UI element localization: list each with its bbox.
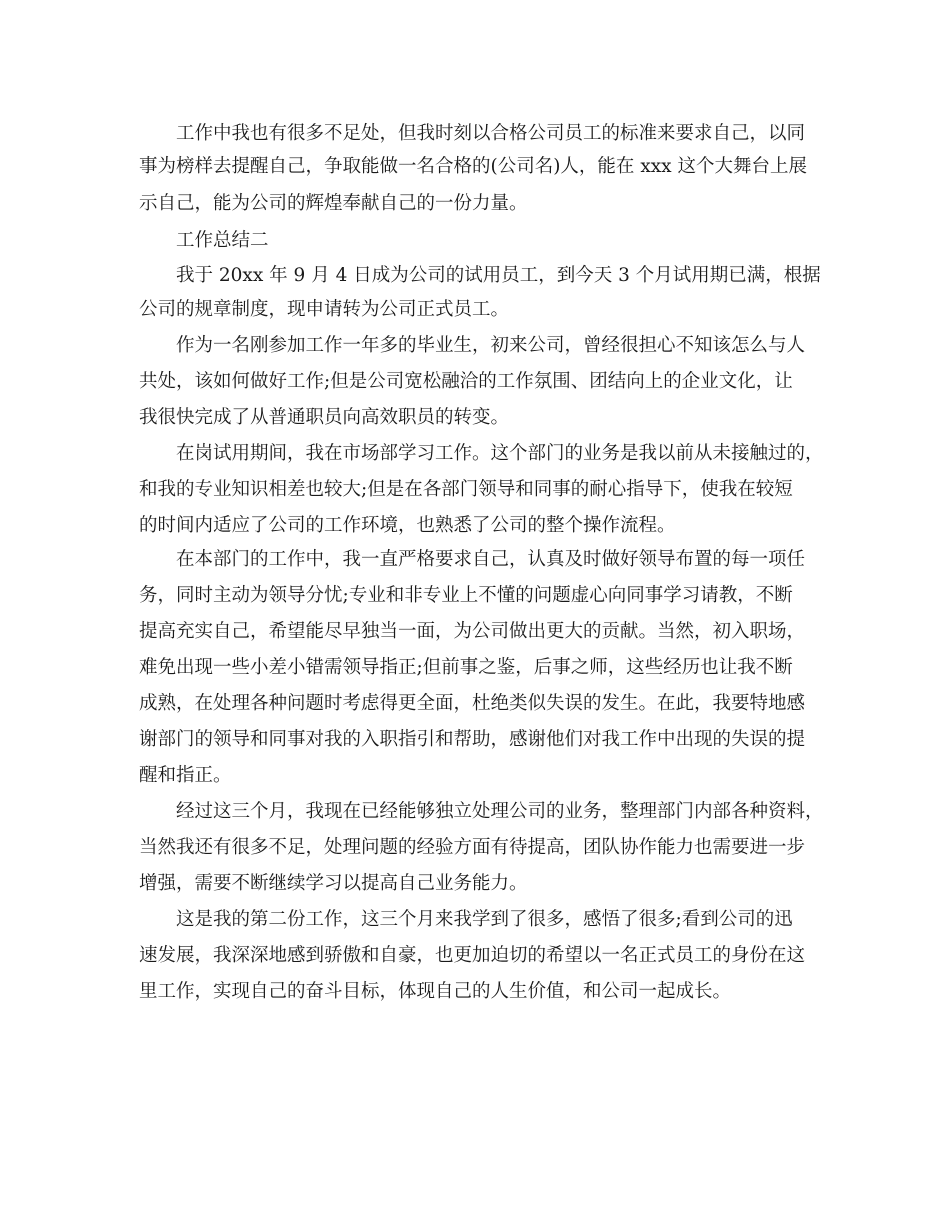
section-heading: 工作总结二 [176,230,269,251]
text-line: 增强，需要不断继续学习以提高自己业务能力。 [139,873,528,894]
text-line: 共处，该如何做好工作;但是公司宽松融洽的工作氛围、团结向上的企业文化，让 [139,371,793,392]
text-line: 我于 20xx 年 9 月 4 日成为公司的试用员工，到今天 3 个月试用期已满，根据 [176,265,821,286]
text-line: 事为榜样去提醒自己，争取能做一名合格的(公司名)人，能在 xxx 这个大舞台上展 [139,156,807,177]
text-line: 当然我还有很多不足，处理问题的经验方面有待提高，团队协作能力也需要进一步 [139,837,806,858]
text-line: 示自己，能为公司的辉煌奉献自己的一份力量。 [139,193,528,214]
text-line: 我很快完成了从普通职员向高效职员的转变。 [139,407,510,428]
text-line: 里工作，实现自己的奋斗目标，体现自己的人生价值，和公司一起成长。 [139,981,732,1002]
text-line: 谢部门的领导和同事对我的入职指引和帮助，感谢他们对我工作中出现的失误的提 [139,729,806,750]
text-line: 速发展，我深深地感到骄傲和自豪，也更加迫切的希望以一名正式员工的身份在这 [139,945,806,966]
text-line: 在本部门的工作中，我一直严格要求自己，认真及时做好领导布置的每一项任 [176,549,806,570]
text-line: 在岗试用期间，我在市场部学习工作。这个部门的业务是我以前从未接触过的， [176,443,824,464]
text-line: 难免出现一些小差小错需领导指正;但前事之鉴，后事之师，这些经历也让我不断 [139,657,793,678]
text-line: 工作中我也有很多不足处，但我时刻以合格公司员工的标准来要求自己，以同 [176,123,806,144]
text-line: 经过这三个月，我现在已经能够独立处理公司的业务，整理部门内部各种资料， [176,801,824,822]
text-line: 成熟，在处理各种问题时考虑得更全面，杜绝类似失误的发生。在此，我要特地感 [139,693,806,714]
text-line: 的时间内适应了公司的工作环境，也熟悉了公司的整个操作流程。 [139,515,676,536]
text-line: 和我的专业知识相差也较大;但是在各部门领导和同事的耐心指导下，使我在较短 [139,479,793,500]
text-line: 公司的规章制度，现申请转为公司正式员工。 [139,299,510,320]
text-line: 提高充实自己，希望能尽早独当一面，为公司做出更大的贡献。当然，初入职场， [139,621,806,642]
text-line: 醒和指正。 [139,765,232,786]
text-line: 这是我的第二份工作，这三个月来我学到了很多，感悟了很多;看到公司的迅 [176,909,793,930]
text-line: 作为一名刚参加工作一年多的毕业生，初来公司，曾经很担心不知该怎么与人 [176,335,806,356]
text-line: 务，同时主动为领导分忧;专业和非专业上不懂的问题虚心向同事学习请教，不断 [139,585,793,606]
